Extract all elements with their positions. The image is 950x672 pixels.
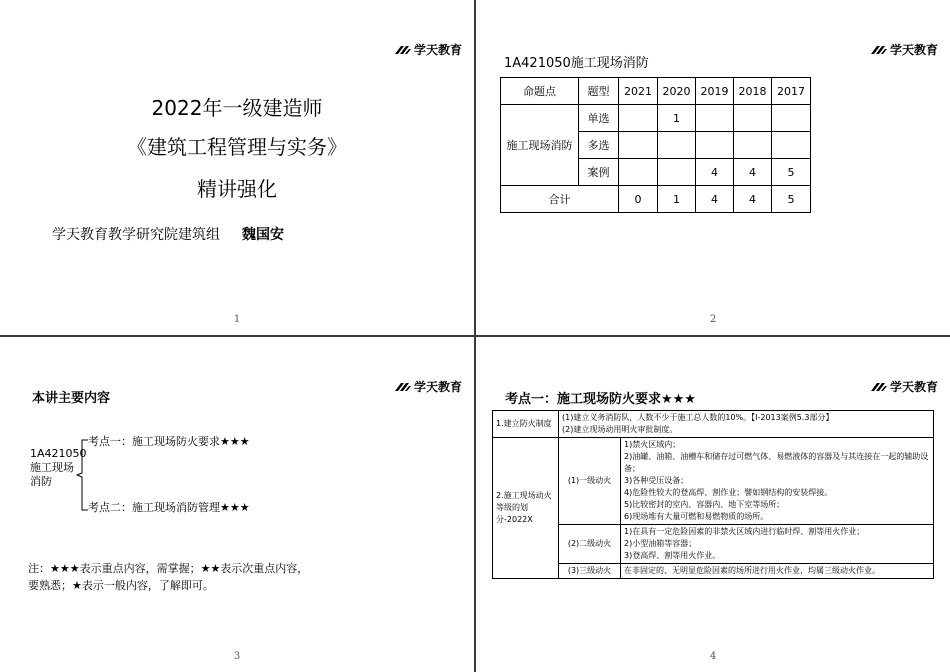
content-line: (2)建立现场动用明火审批制度。 <box>562 425 678 434</box>
brand-logo <box>871 378 938 395</box>
content-cell <box>559 411 934 438</box>
value-cell <box>772 132 811 159</box>
slide-4[interactable] <box>476 337 950 672</box>
slide-2[interactable] <box>476 0 950 335</box>
total-label-cell: 合计 <box>501 186 619 213</box>
row-label-cell: 2.施工现场动火等级的划分-2022X <box>493 438 559 579</box>
table-total-row <box>501 186 811 213</box>
total-cell: 0 <box>619 186 658 213</box>
value-cell: 4 <box>734 159 772 186</box>
level-label-cell: (3)三级动火 <box>559 564 621 579</box>
value-cell <box>772 105 811 132</box>
value-cell <box>658 132 696 159</box>
row-label-cell: 1.建立防火制度 <box>493 411 559 438</box>
header-cell: 题型 <box>579 78 619 105</box>
fire-requirements-table <box>492 410 934 579</box>
content-line: 1)禁火区域内； <box>624 440 681 449</box>
content-line: 1)在具有一定危险因素的非禁火区域内进行临时焊、割等用火作业； <box>624 527 865 536</box>
outline-point-1: 考点一：施工现场防火要求★★★ <box>88 435 250 448</box>
value-cell <box>696 105 734 132</box>
topic-cell: 施工现场消防 <box>501 105 579 186</box>
table-row <box>493 411 934 438</box>
outline-point-2: 考点二：施工现场消防管理★★★ <box>88 501 250 514</box>
total-cell: 4 <box>696 186 734 213</box>
value-cell <box>619 159 658 186</box>
type-cell: 多选 <box>579 132 619 159</box>
value-cell <box>734 132 772 159</box>
content-cell <box>621 438 934 525</box>
value-cell <box>619 132 658 159</box>
page-number: 2 <box>709 314 717 325</box>
page-number: 4 <box>709 651 717 662</box>
author-name: 魏国安 <box>242 227 284 243</box>
course-title-line3: 精讲强化 <box>197 177 277 201</box>
exam-stats-table <box>500 77 811 213</box>
type-cell: 单选 <box>579 105 619 132</box>
content-line: 2)油罐、油箱、油槽车和储存过可燃气体、易燃液体的容器及与其连接在一起的辅助设备； <box>624 452 929 473</box>
brand-logo-icon <box>871 382 887 392</box>
value-cell <box>734 105 772 132</box>
content-line: 4)危险性较大的登高焊、割作业；譬如钢结构的安装焊接。 <box>624 488 833 497</box>
content-line: (1)建立义务消防队，人数不少于施工总人数的10%。【Ⅰ-2013案例5.3部分】 <box>562 413 834 422</box>
value-cell: 5 <box>772 159 811 186</box>
brand-name: 学天教育 <box>889 43 938 57</box>
table-row <box>493 564 934 579</box>
total-cell: 4 <box>734 186 772 213</box>
slide-3[interactable] <box>0 337 474 672</box>
value-cell <box>658 159 696 186</box>
note-line: 注：★★★表示重点内容，需掌握；★★表示次重点内容， <box>28 562 309 575</box>
brand-name: 学天教育 <box>413 380 462 394</box>
value-cell: 4 <box>696 159 734 186</box>
header-cell: 2020 <box>658 78 696 105</box>
content-line: 2)小型油箱等容器； <box>624 539 697 548</box>
table-row <box>501 105 811 132</box>
content-line: 5)比较密封的室内、容器内、地下室等场所； <box>624 500 785 509</box>
section-title: 考点一：施工现场防火要求★★★ <box>505 392 696 407</box>
content-line: 6)现场堆有大量可燃和易燃物质的场所。 <box>624 512 769 521</box>
slide-1[interactable] <box>0 0 474 335</box>
table-row <box>493 438 934 525</box>
level-label-cell: (2)二级动火 <box>559 525 621 564</box>
header-cell: 2019 <box>696 78 734 105</box>
outline-root-line: 1A421050 <box>30 447 87 460</box>
brand-logo-icon <box>395 45 411 55</box>
value-cell <box>696 132 734 159</box>
brand-logo <box>871 41 938 58</box>
section-title: 1A421050施工现场消防 <box>504 56 649 71</box>
header-cell: 2018 <box>734 78 772 105</box>
section-title: 本讲主要内容 <box>32 391 111 406</box>
course-title-line1: 2022年一级建造师 <box>151 96 323 120</box>
total-cell: 5 <box>772 186 811 213</box>
brand-name: 学天教育 <box>889 380 938 394</box>
star-legend-note <box>28 560 308 594</box>
course-subtitle <box>52 224 284 244</box>
level-label-cell: (1)一级动火 <box>559 438 621 525</box>
value-cell: 1 <box>658 105 696 132</box>
outline-root-line: 施工现场 <box>30 461 74 474</box>
page-number: 1 <box>233 314 241 325</box>
table-row <box>493 525 934 564</box>
header-cell: 2017 <box>772 78 811 105</box>
brand-name: 学天教育 <box>413 43 462 57</box>
institute-name: 学天教育教学研究院建筑组 <box>52 227 220 243</box>
outline-root-line: 消防 <box>30 475 52 488</box>
type-cell: 案例 <box>579 159 619 186</box>
note-line: 要熟悉；★表示一般内容，了解即可。 <box>28 579 214 592</box>
content-cell <box>621 525 934 564</box>
brand-logo <box>395 378 462 395</box>
course-title-line2: 《建筑工程管理与实务》 <box>127 135 347 159</box>
content-cell: 在非固定的、无明显危险因素的场所进行用火作业，均属三级动火作业。 <box>621 564 934 579</box>
brand-logo-icon <box>871 45 887 55</box>
table-header-row <box>501 78 811 105</box>
value-cell <box>619 105 658 132</box>
content-line: 3)各种受压设备； <box>624 476 689 485</box>
header-cell: 2021 <box>619 78 658 105</box>
total-cell: 1 <box>658 186 696 213</box>
content-line: 3)登高焊、割等用火作业。 <box>624 551 721 560</box>
brand-logo <box>395 41 462 58</box>
brand-logo-icon <box>395 382 411 392</box>
page-number: 3 <box>233 651 241 662</box>
header-cell: 命题点 <box>501 78 579 105</box>
